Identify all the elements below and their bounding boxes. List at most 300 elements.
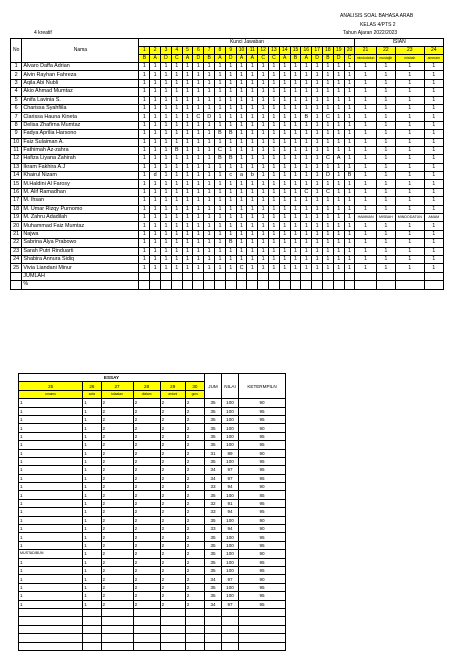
empty-cell: [19, 617, 83, 625]
isian-cell: 1: [376, 121, 395, 129]
isian-cell: 1: [376, 197, 395, 205]
table-row: [11, 163, 444, 171]
answer-cell: 1: [323, 130, 334, 138]
essay-cell: 2: [160, 558, 185, 566]
empty-cell: [424, 281, 443, 289]
answer-cell: 1: [290, 155, 301, 163]
isian-cell: 1: [424, 71, 443, 79]
question-number: 14: [279, 47, 290, 55]
essay-table: [18, 373, 286, 651]
answer-cell: 1: [161, 172, 172, 180]
empty-cell: [279, 281, 290, 289]
answer-cell: 1: [236, 180, 247, 188]
isian-cell: 1: [424, 146, 443, 154]
isian-cell: 1: [355, 138, 376, 146]
answer-cell: 1: [269, 79, 280, 87]
ketermpiln-cell: 95: [239, 432, 286, 440]
isian-cell: 1: [376, 163, 395, 171]
answer-cell: 1: [236, 214, 247, 222]
answer-cell: 1: [139, 138, 150, 146]
percent-label: %: [22, 281, 139, 289]
isian-cell: AMAM: [424, 214, 443, 222]
answer-cell: 1: [215, 205, 226, 213]
student-name: Alvaro Daffa Adrian: [22, 63, 139, 71]
answer-cell: 1: [344, 188, 355, 196]
essay-cell: 2: [160, 533, 185, 541]
answer-cell: 1: [269, 96, 280, 104]
answer-cell: 1: [344, 63, 355, 71]
answer-cell: 1: [301, 205, 312, 213]
answer-cell: 1: [139, 121, 150, 129]
answer-cell: 1: [333, 104, 344, 112]
isian-cell: 1: [396, 205, 425, 213]
question-number: 16: [301, 47, 312, 55]
answer-cell: 1: [171, 104, 182, 112]
table-row: [11, 197, 444, 205]
essay-cell: 2: [185, 466, 204, 474]
answer-cell: 1: [204, 104, 215, 112]
jum-cell: 35: [205, 415, 222, 423]
essay-cell: 2: [133, 508, 160, 516]
answer-cell: 1: [258, 130, 269, 138]
student-name: Alvin Rayhan Fahreza: [22, 71, 139, 79]
answer-cell: 1: [193, 163, 204, 171]
answer-cell: 1: [279, 197, 290, 205]
ketermpiln-cell: 90: [239, 449, 286, 457]
answer-cell: 1: [258, 222, 269, 230]
student-name: Sabrina Alya Prabowo: [22, 239, 139, 247]
isian-cell: 1: [424, 96, 443, 104]
isian-number: 21: [355, 47, 376, 55]
isian-key: ammam: [424, 55, 443, 63]
answer-key: C: [258, 55, 269, 63]
answer-cell: 1: [258, 79, 269, 87]
answer-cell: 1: [333, 255, 344, 263]
student-name: M. Zahru Adadilah: [22, 214, 139, 222]
answer-cell: 1: [161, 71, 172, 79]
answer-cell: 1: [247, 214, 258, 222]
answer-cell: 1: [215, 230, 226, 238]
answer-cell: 1: [333, 79, 344, 87]
essay-cell: 2: [185, 457, 204, 465]
answer-cell: 1: [225, 188, 236, 196]
essay-cell: 1: [19, 558, 83, 566]
nilai-cell: 100: [222, 533, 239, 541]
answer-cell: 1: [279, 205, 290, 213]
ketermpiln-cell: 90: [239, 424, 286, 432]
essay-cell: 2: [160, 483, 185, 491]
isian-cell: 1: [396, 247, 425, 255]
essay-cell: 1: [83, 483, 101, 491]
answer-cell: 1: [312, 205, 323, 213]
isian-cell: 1: [355, 113, 376, 121]
table-row: [19, 566, 286, 574]
answer-cell: 1: [182, 138, 193, 146]
answer-cell: 1: [161, 63, 172, 71]
isian-cell: 1: [396, 197, 425, 205]
answer-cell: 1: [301, 138, 312, 146]
answer-cell: 1: [215, 88, 226, 96]
answer-cell: 1: [161, 138, 172, 146]
answer-cell: 1: [290, 79, 301, 87]
student-no: 6: [11, 104, 22, 112]
table-row: [11, 121, 444, 129]
answer-cell: 1: [247, 163, 258, 171]
essay-cell: 1: [19, 516, 83, 524]
answer-cell: 1: [236, 146, 247, 154]
answer-cell: c: [225, 172, 236, 180]
isian-cell: 1: [424, 255, 443, 263]
answer-cell: 1: [182, 121, 193, 129]
answer-cell: 1: [139, 188, 150, 196]
answer-cell: 1: [161, 121, 172, 129]
answer-cell: 1: [333, 130, 344, 138]
essay-cell: 2: [101, 516, 133, 524]
empty-cell: [269, 281, 280, 289]
answer-cell: C: [236, 264, 247, 272]
question-number: 2: [150, 47, 161, 55]
answer-cell: 1: [161, 130, 172, 138]
answer-cell: 1: [236, 155, 247, 163]
answer-cell: 1: [193, 197, 204, 205]
group-label: 4 kreatif: [34, 30, 52, 36]
ketermpiln-cell: 90: [239, 399, 286, 407]
answer-cell: 1: [215, 264, 226, 272]
table-row: [11, 172, 444, 180]
essay-cell: 2: [133, 432, 160, 440]
essay-cell: 1: [83, 457, 101, 465]
essay-cell: 1: [83, 407, 101, 415]
answer-cell: 1: [139, 63, 150, 71]
answer-cell: 1: [269, 222, 280, 230]
essay-cell: 2: [160, 541, 185, 549]
answer-cell: 1: [236, 205, 247, 213]
answer-cell: 1: [344, 71, 355, 79]
answer-cell: 1: [161, 79, 172, 87]
empty-cell: [150, 281, 161, 289]
answer-key: B: [204, 55, 215, 63]
answer-cell: 1: [344, 230, 355, 238]
answer-key: A: [279, 55, 290, 63]
isian-cell: 1: [376, 138, 395, 146]
table-row: [19, 516, 286, 524]
answer-cell: 1: [182, 130, 193, 138]
answer-cell: 1: [139, 172, 150, 180]
answer-cell: 1: [279, 96, 290, 104]
answer-cell: 1: [193, 188, 204, 196]
answer-cell: 1: [333, 138, 344, 146]
essay-cell: 2: [160, 600, 185, 608]
answer-cell: 1: [269, 205, 280, 213]
nilai-cell: 100: [222, 424, 239, 432]
answer-cell: 1: [290, 239, 301, 247]
nilai-cell: 97: [222, 474, 239, 482]
answer-cell: 1: [182, 239, 193, 247]
ketermpiln-cell: 95: [239, 533, 286, 541]
essay-cell: 2: [101, 566, 133, 574]
jum-cell: 35: [205, 550, 222, 558]
answer-cell: 1: [193, 71, 204, 79]
essay-cell: 2: [101, 415, 133, 423]
answer-cell: 1: [171, 172, 182, 180]
answer-cell: 1: [269, 264, 280, 272]
answer-cell: 1: [182, 163, 193, 171]
answer-key: B: [139, 55, 150, 63]
answer-cell: 1: [215, 104, 226, 112]
empty-cell: [290, 272, 301, 280]
ketermpiln-cell: 95: [239, 441, 286, 449]
answer-cell: 1: [215, 172, 226, 180]
isian-cell: 1: [396, 155, 425, 163]
answer-cell: 1: [182, 214, 193, 222]
answer-cell: 1: [215, 113, 226, 121]
essay-cell: 1: [83, 508, 101, 516]
empty-cell: [133, 634, 160, 642]
essay-cell: 2: [185, 407, 204, 415]
isian-cell: 1: [355, 264, 376, 272]
essay-cell: 2: [160, 407, 185, 415]
answer-cell: 1: [247, 130, 258, 138]
empty-cell: [185, 617, 204, 625]
answer-key: D: [225, 55, 236, 63]
answer-cell: 1: [323, 264, 334, 272]
isian-cell: 1: [355, 79, 376, 87]
student-no: 8: [11, 121, 22, 129]
answer-cell: 1: [258, 88, 269, 96]
isian-cell: 1: [396, 172, 425, 180]
answer-cell: 1: [236, 138, 247, 146]
isian-cell: 1: [355, 146, 376, 154]
empty-cell: [222, 634, 239, 642]
essay-cell: 2: [133, 449, 160, 457]
answer-cell: 1: [150, 138, 161, 146]
essay-cell: 1: [83, 525, 101, 533]
answer-cell: 1: [161, 188, 172, 196]
answer-cell: 1: [269, 197, 280, 205]
essay-number: 29: [160, 382, 185, 390]
isian-key: mustajib: [376, 55, 395, 63]
answer-cell: 1: [215, 180, 226, 188]
nilai-cell: 94: [222, 508, 239, 516]
essay-cell: 2: [160, 516, 185, 524]
empty-cell: [236, 281, 247, 289]
table-row: [19, 449, 286, 457]
answer-cell: 1: [215, 197, 226, 205]
empty-cell: [193, 281, 204, 289]
answer-cell: 1: [225, 88, 236, 96]
answer-cell: B: [225, 239, 236, 247]
essay-cell: 2: [160, 457, 185, 465]
answer-cell: 1: [139, 205, 150, 213]
answer-cell: 1: [247, 255, 258, 263]
table-row: [19, 600, 286, 608]
answer-cell: 1: [193, 88, 204, 96]
ketermpiln-cell: 95: [239, 592, 286, 600]
jum-cell: 31: [205, 449, 222, 457]
answer-cell: 1: [215, 188, 226, 196]
answer-cell: 1: [312, 214, 323, 222]
table-row: [11, 180, 444, 188]
isian-cell: 1: [396, 71, 425, 79]
table-row: [19, 466, 286, 474]
answer-cell: C: [323, 155, 334, 163]
isian-cell: 1: [424, 205, 443, 213]
answer-cell: 1: [312, 113, 323, 121]
answer-cell: 1: [279, 264, 290, 272]
answer-cell: 1: [344, 88, 355, 96]
answer-cell: 1: [171, 255, 182, 263]
empty-cell: [101, 625, 133, 633]
isian-cell: 1: [424, 188, 443, 196]
answer-cell: 1: [193, 214, 204, 222]
isian-cell: 1: [424, 222, 443, 230]
answer-cell: 1: [247, 96, 258, 104]
essay-cell: 2: [185, 525, 204, 533]
answer-cell: 1: [204, 255, 215, 263]
student-name: M. Alif Ramadhan: [22, 188, 139, 196]
student-name: Fathimah Az-zahra: [22, 146, 139, 154]
essay-cell: 1: [19, 600, 83, 608]
empty-cell: [139, 281, 150, 289]
empty-cell: [11, 272, 22, 280]
answer-cell: 1: [161, 180, 172, 188]
essay-cell: 2: [133, 575, 160, 583]
essay-cell: 2: [185, 550, 204, 558]
question-number: 4: [171, 47, 182, 55]
isian-key: mindodatun: [355, 55, 376, 63]
isian-cell: 1: [396, 130, 425, 138]
isian-cell: 1: [355, 180, 376, 188]
empty-cell: [193, 272, 204, 280]
answer-cell: 1: [323, 63, 334, 71]
essay-key: antuni: [160, 390, 185, 398]
answer-cell: 1: [333, 205, 344, 213]
answer-cell: 1: [312, 255, 323, 263]
answer-cell: 1: [247, 104, 258, 112]
table-row: [11, 264, 444, 272]
answer-cell: 1: [204, 71, 215, 79]
essay-cell: 2: [185, 491, 204, 499]
answer-cell: 1: [225, 264, 236, 272]
isian-cell: 1: [355, 172, 376, 180]
isian-cell: 1: [376, 71, 395, 79]
empty-cell: [312, 281, 323, 289]
essay-cell: 2: [101, 550, 133, 558]
jum-cell: 35: [205, 399, 222, 407]
answer-cell: 1: [290, 63, 301, 71]
empty-cell: [222, 617, 239, 625]
answer-cell: 1: [290, 146, 301, 154]
answer-cell: 1: [290, 230, 301, 238]
answer-cell: 1: [193, 180, 204, 188]
essay-cell: 2: [101, 592, 133, 600]
isian-cell: 1: [355, 121, 376, 129]
essay-cell: 2: [133, 583, 160, 591]
essay-cell: 2: [185, 483, 204, 491]
table-row: [19, 499, 286, 507]
nama-header: Nama: [22, 39, 139, 63]
answer-cell: 1: [312, 146, 323, 154]
empty-cell: [133, 642, 160, 650]
essay-cell: 2: [101, 499, 133, 507]
answer-cell: D: [323, 172, 334, 180]
answer-cell: 1: [161, 104, 172, 112]
essay-cell: 2: [133, 483, 160, 491]
question-number: 9: [225, 47, 236, 55]
isian-cell: 1: [396, 264, 425, 272]
answer-cell: 1: [236, 197, 247, 205]
essay-cell: 2: [160, 399, 185, 407]
empty-cell: [333, 281, 344, 289]
empty-cell: [185, 625, 204, 633]
ketermpiln-cell: 90: [239, 516, 286, 524]
answer-cell: 1: [182, 155, 193, 163]
answer-cell: 1: [269, 239, 280, 247]
essay-cell: 2: [185, 441, 204, 449]
answer-cell: 1: [139, 255, 150, 263]
answer-cell: 1: [204, 121, 215, 129]
answer-cell: 1: [193, 239, 204, 247]
table-row: [19, 533, 286, 541]
ketermpiln-cell: 95: [239, 558, 286, 566]
answer-cell: 1: [215, 138, 226, 146]
answer-cell: 1: [139, 264, 150, 272]
student-name: M. Umar Rizqy Purnomo: [22, 205, 139, 213]
answer-cell: 1: [279, 239, 290, 247]
ketermpiln-cell: 95: [239, 466, 286, 474]
answer-cell: 1: [344, 239, 355, 247]
answer-cell: 1: [182, 146, 193, 154]
answer-cell: 1: [182, 230, 193, 238]
answer-cell: 1: [182, 188, 193, 196]
student-name: Vivia Liandani Minur: [22, 264, 139, 272]
answer-cell: 1: [215, 214, 226, 222]
nilai-cell: 100: [222, 399, 239, 407]
answer-cell: 1: [333, 163, 344, 171]
answer-cell: 1: [333, 188, 344, 196]
answer-cell: 1: [269, 113, 280, 121]
table-row: [19, 550, 286, 558]
isian-cell: 1: [355, 96, 376, 104]
essay-cell: 2: [101, 424, 133, 432]
answer-cell: 1: [225, 113, 236, 121]
answer-cell: 1: [161, 113, 172, 121]
answer-cell: 1: [301, 71, 312, 79]
answer-cell: 1: [171, 113, 182, 121]
answer-cell: 1: [301, 214, 312, 222]
answer-cell: 1: [279, 155, 290, 163]
essay-cell: 2: [133, 525, 160, 533]
essay-cell: 1: [83, 558, 101, 566]
answer-cell: 1: [323, 214, 334, 222]
isian-cell: 1: [376, 146, 395, 154]
jum-cell: 35: [205, 583, 222, 591]
isian-cell: 1: [376, 222, 395, 230]
answer-cell: 1: [236, 239, 247, 247]
empty-cell: [239, 608, 286, 616]
student-no: 14: [11, 172, 22, 180]
answer-cell: 1: [344, 180, 355, 188]
empty-cell: [215, 272, 226, 280]
nilai-cell: 100: [222, 592, 239, 600]
answer-cell: 1: [333, 172, 344, 180]
answer-cell: 1: [236, 79, 247, 87]
answer-cell: 1: [333, 239, 344, 247]
essay-cell: 1: [83, 466, 101, 474]
isian-cell: 1: [396, 222, 425, 230]
answer-cell: 1: [323, 230, 334, 238]
student-name: Faiz Sulaiman A.: [22, 138, 139, 146]
